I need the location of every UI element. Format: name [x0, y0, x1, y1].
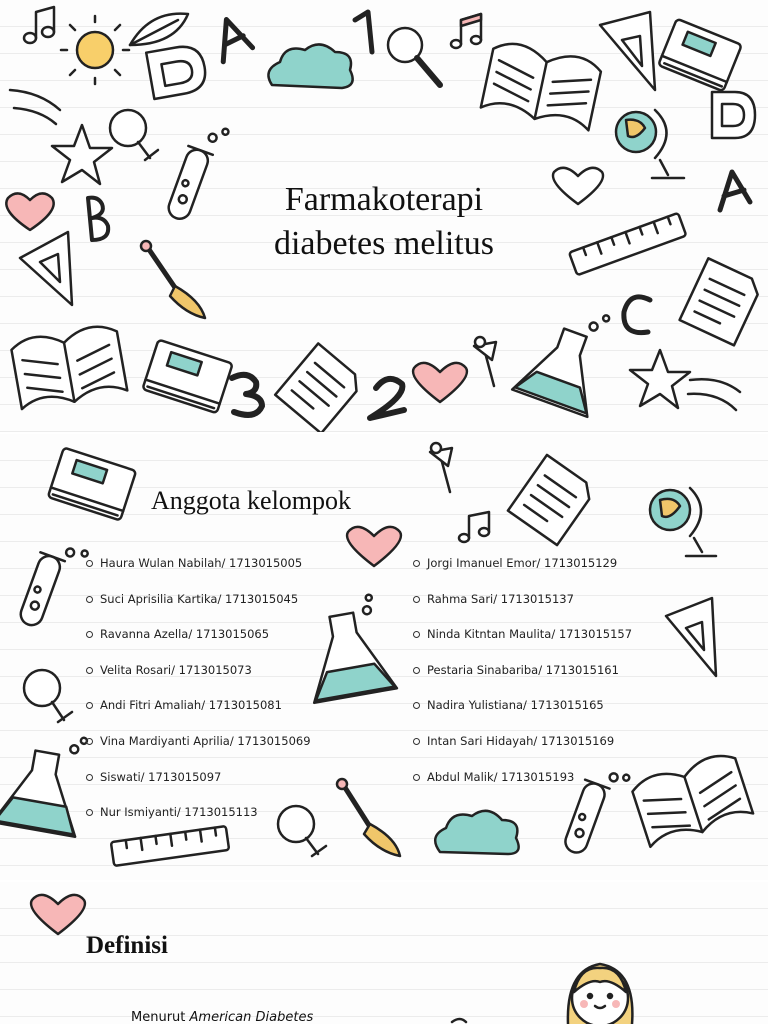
magnifier-icon [388, 28, 440, 85]
definition-text-italic: American Diabetes [189, 1010, 314, 1024]
protractor-icon [712, 92, 755, 138]
girl-avatar-icon [568, 964, 633, 1024]
member-name: Suci Aprisilia Kartika/ 1713015045 [100, 591, 299, 606]
closed-book-icon [142, 340, 232, 414]
member-name: Nur Ismiyanti/ 1713015113 [100, 805, 258, 820]
bullet-icon [86, 738, 93, 745]
globe-icon [616, 110, 684, 178]
letter-a-icon [720, 172, 750, 210]
flask-icon [512, 294, 622, 417]
member-name: Pestaria Sinabariba/ 1713015161 [427, 662, 619, 677]
paintbrush-icon [337, 779, 400, 856]
definition-text [131, 1010, 313, 1024]
member-name: Velita Rosari/ 1713015073 [100, 662, 252, 677]
member-item [86, 805, 311, 841]
test-tube-icon [16, 536, 89, 635]
music-note-icon [451, 14, 481, 48]
member-item [413, 556, 632, 592]
bullet-icon [86, 809, 93, 816]
member-item [413, 734, 632, 770]
bullet-icon [86, 774, 93, 781]
bullet-icon [413, 631, 420, 638]
member-item [86, 734, 311, 770]
decorative-mark-icon [452, 1019, 466, 1022]
number-3-icon [232, 375, 262, 415]
members-slide [0, 434, 768, 880]
heart-icon [413, 363, 467, 402]
member-item [413, 770, 632, 806]
definition-text-prefix: Menurut [131, 1010, 190, 1024]
lightbulb-icon [110, 110, 158, 160]
pushpin-icon [430, 443, 452, 492]
bullet-icon [413, 702, 420, 709]
music-note-icon [459, 512, 489, 542]
bullet-icon [86, 596, 93, 603]
member-item [413, 592, 632, 628]
triangle-ruler-icon [20, 232, 72, 305]
member-item [413, 627, 632, 663]
member-item [413, 698, 632, 734]
definition-heading: Definisi [86, 932, 168, 959]
shooting-star-icon [630, 350, 740, 410]
paper-icon [680, 258, 763, 345]
member-item [86, 592, 311, 628]
globe-icon [650, 488, 716, 556]
member-name: Abdul Malik/ 1713015193 [427, 769, 575, 784]
letter-c-icon [624, 297, 650, 333]
bullet-icon [413, 560, 420, 567]
bullet-icon [86, 631, 93, 638]
members-list-left [86, 556, 311, 841]
open-book-icon [481, 39, 603, 130]
member-item [86, 663, 311, 699]
closed-book-icon [658, 19, 742, 92]
title-slide [0, 0, 768, 432]
leaf-icon [130, 14, 188, 45]
bullet-icon [413, 738, 420, 745]
members-heading: Anggota kelompok [151, 486, 352, 515]
open-book-icon [10, 323, 128, 411]
flask-icon [0, 725, 92, 837]
definition-slide [0, 882, 768, 1024]
member-name: Ravanna Azella/ 1713015065 [100, 627, 270, 642]
title-line-2: diabetes melitus [273, 225, 494, 262]
member-item [86, 627, 311, 663]
number-1-icon [355, 12, 372, 52]
member-name: Intan Sari Hidayah/ 1713015169 [427, 733, 615, 748]
heart-icon [31, 895, 85, 934]
triangle-ruler-icon [600, 12, 655, 90]
closed-book-icon [48, 448, 136, 521]
member-name: Jorgi Imanuel Emor/ 1713015129 [427, 556, 618, 570]
heart-icon [347, 527, 401, 566]
members-list-right [413, 556, 632, 805]
member-name: Andi Fitri Amaliah/ 1713015081 [100, 698, 282, 713]
paintbrush-icon [141, 241, 205, 318]
bullet-icon [86, 702, 93, 709]
heart-icon [553, 168, 603, 204]
member-name: Rahma Sari/ 1713015137 [427, 591, 574, 606]
open-book-icon [630, 750, 754, 849]
letter-a-icon [213, 15, 254, 62]
member-name: Vina Mardiyanti Aprilia/ 1713015069 [100, 733, 311, 748]
title-line-1: Farmakoterapi [284, 181, 484, 218]
member-name: Nadira Yulistiana/ 1713015165 [427, 698, 604, 713]
paper-icon [508, 455, 596, 545]
number-2-icon [370, 379, 404, 418]
paper-icon [275, 343, 364, 432]
shooting-star-icon [10, 90, 112, 184]
bullet-icon [413, 667, 420, 674]
music-note-icon [24, 7, 54, 43]
sun-icon [61, 16, 129, 84]
bullet-icon [413, 774, 420, 781]
flask-icon [297, 593, 397, 703]
presentation-title [214, 178, 554, 266]
member-item [413, 663, 632, 699]
lightbulb-icon [24, 670, 72, 722]
heart-icon [6, 193, 53, 230]
bullet-icon [413, 596, 420, 603]
member-name: Haura Wulan Nabilah/ 1713015005 [100, 556, 303, 570]
cloud-icon [268, 44, 352, 88]
pushpin-icon [474, 337, 496, 386]
ruler-icon [569, 213, 686, 275]
protractor-icon [146, 43, 208, 99]
cloud-icon [435, 811, 518, 854]
bullet-icon [86, 560, 93, 567]
member-item [86, 770, 311, 806]
member-item [86, 698, 311, 734]
letter-b-icon [88, 198, 108, 240]
triangle-ruler-icon [666, 598, 716, 676]
member-item [86, 556, 311, 592]
bullet-icon [86, 667, 93, 674]
member-name: Ninda Kitntan Maulita/ 1713015157 [427, 627, 633, 642]
member-name: Siswati/ 1713015097 [100, 769, 222, 784]
